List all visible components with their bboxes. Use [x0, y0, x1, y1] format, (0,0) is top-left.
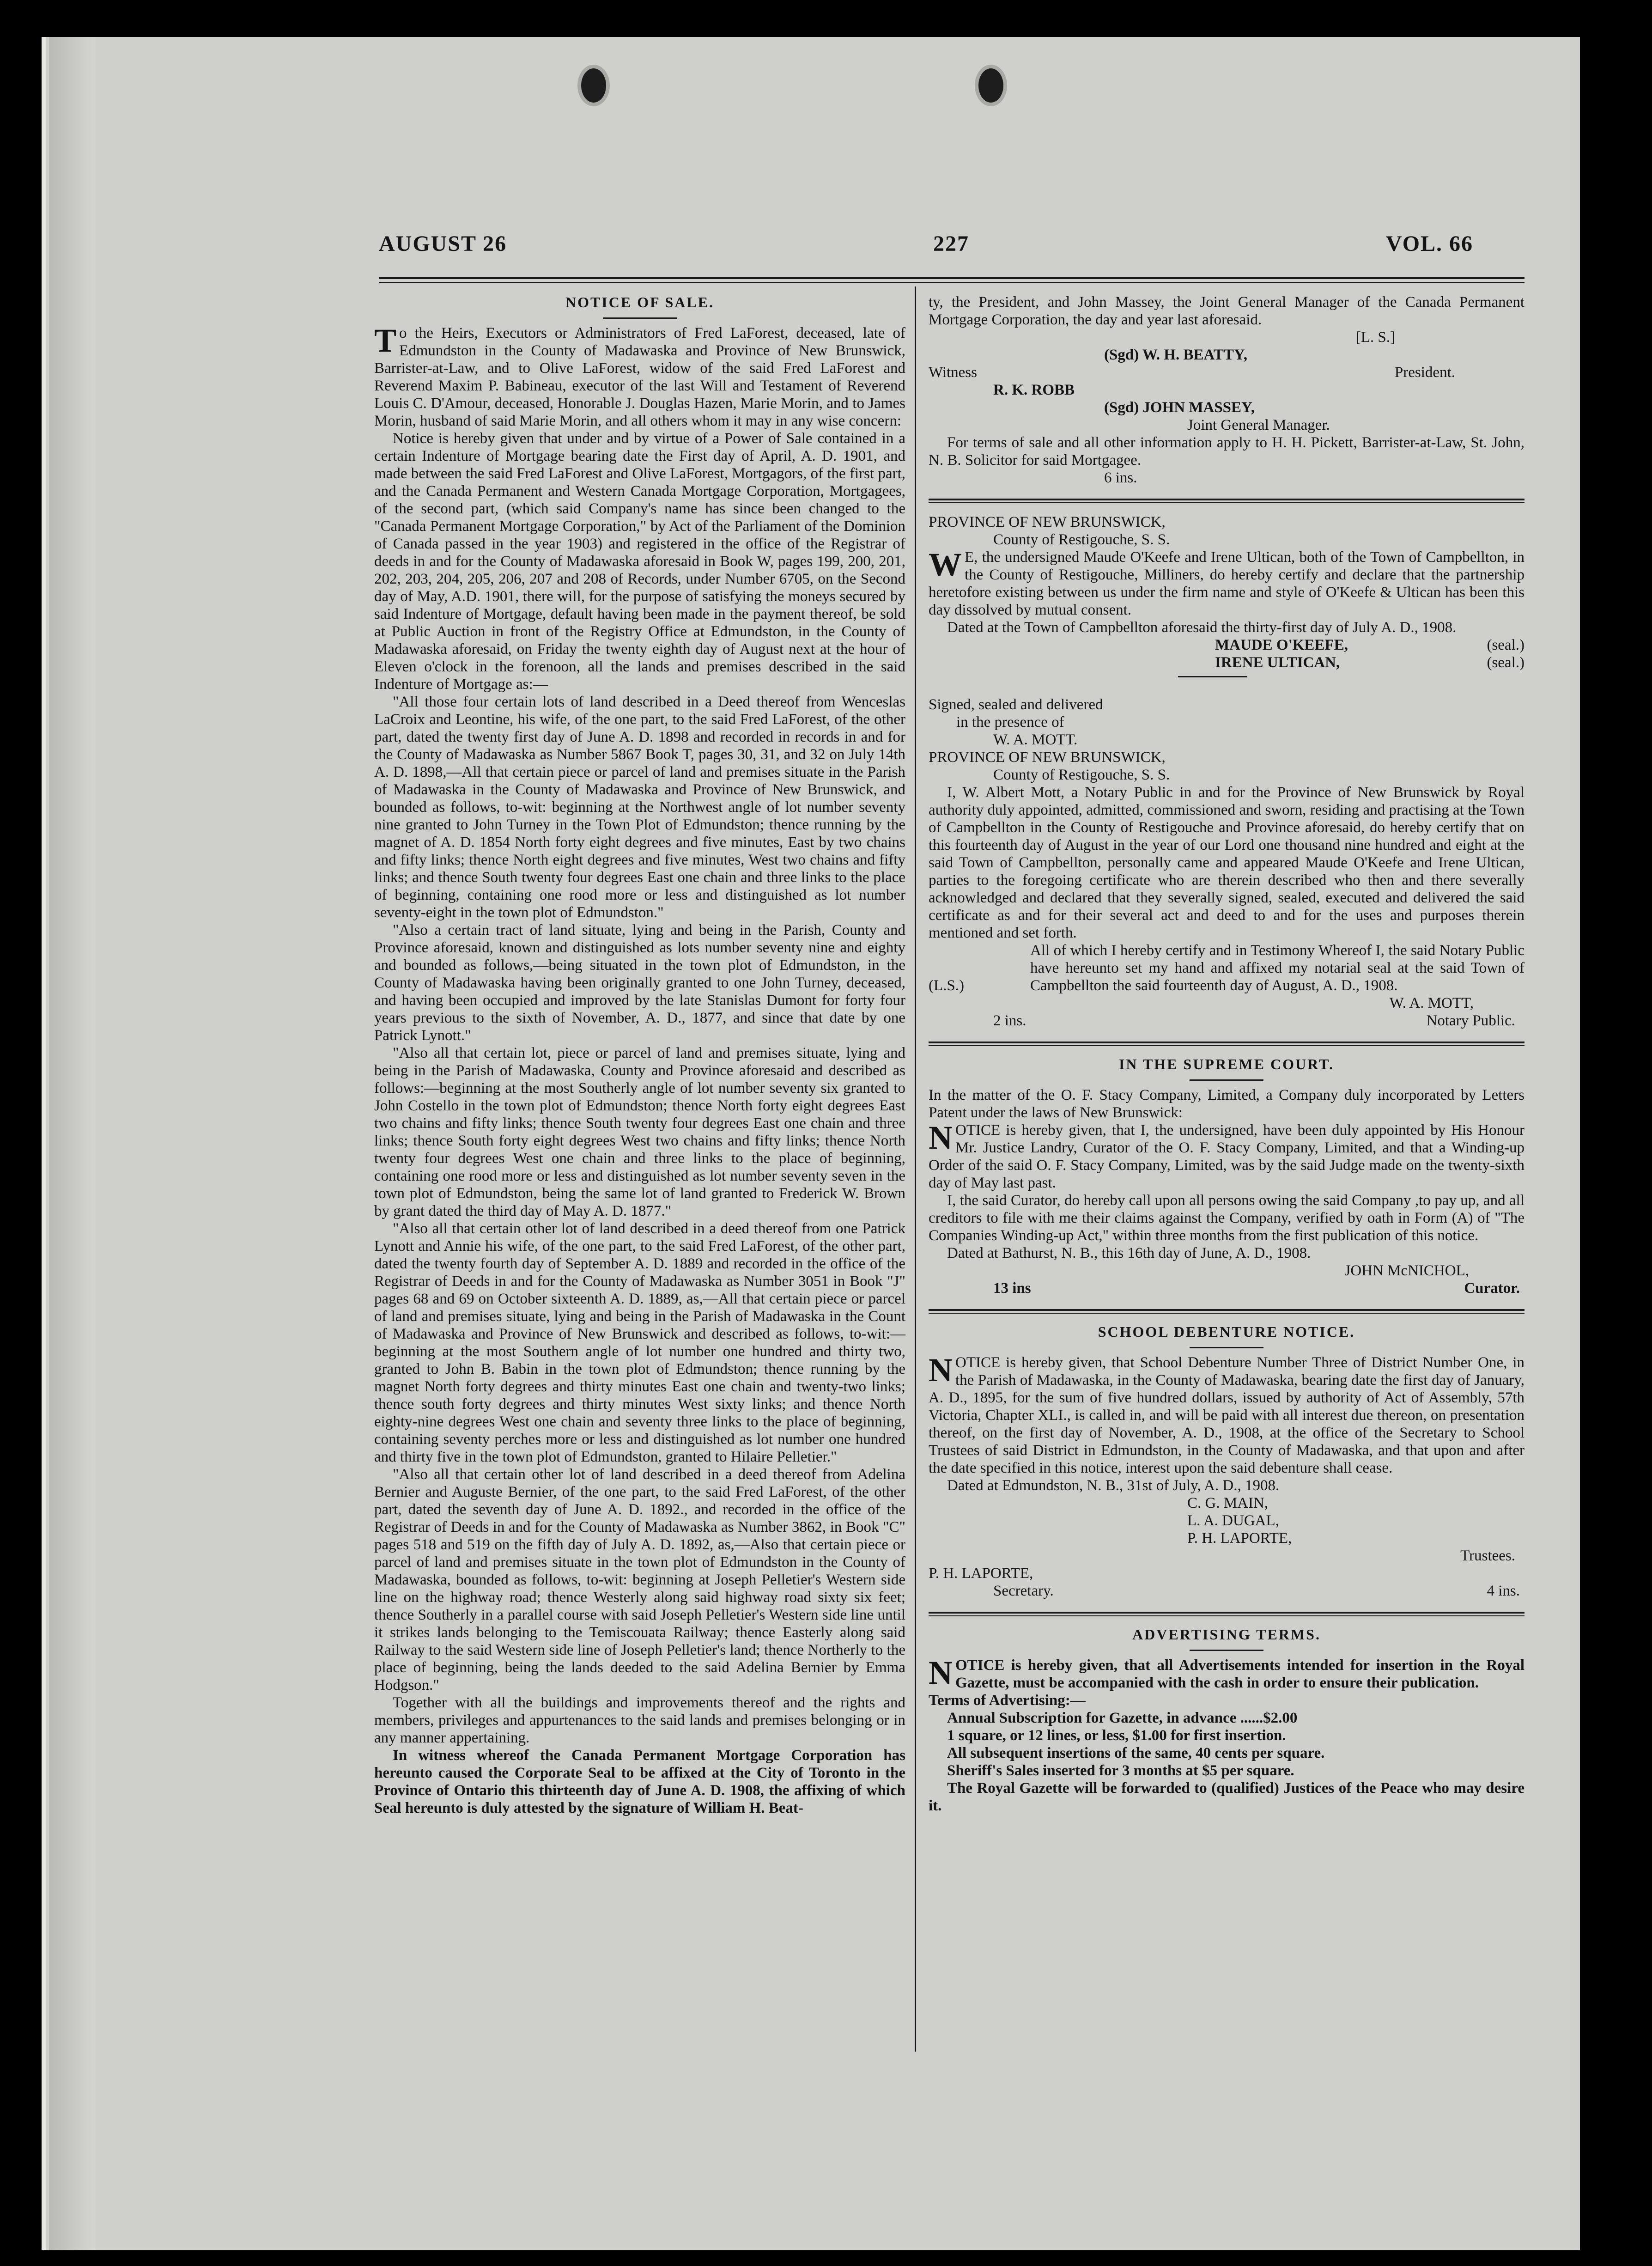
signature: MAUDE O'KEEFE, [1215, 637, 1348, 653]
dropcap: N [929, 1654, 953, 1691]
notice-paragraph: "Also all that certain other lot of land described in a deed thereof from one Patrick Lynott and Annie his wife, of the one part, to the said Fred LaForest, of the other part, dated the twenty fourth day of September A. D. 1889 and recorded in the office of the Registrar of Deeds in and for the County of Madawaska as Number 3051 in Book "J" pages 68 and 69 on October sixteenth A. D. 1889, as,—All that certain piece or parcel of land and premises situate, lying and being in the Parish of Madawaska in the Count of Madawaska and Province of New Brunswick and described as follows, to-wit:—beginning at the most Southern angle of lot number one hundred and thirty two, granted to John B. Babin in the town plot of Edmundston; thence running by the magnet North forty degrees and thirty minutes East one chain and twenty-two links; thence south forty degrees and thirty minutes West sixty links; and thence North eighty-nine degrees West one chain and seventy three links to the place of beginning, containing seventy perches more or less and distinguished as lot number one hundred and thirty five in the town plot of Edmundston, granted to Hilaire Pelletier." [374, 1220, 905, 1465]
page-edge [49, 37, 95, 2250]
section-rule [929, 1615, 1524, 1616]
header-rule [379, 277, 1524, 279]
signature-role: Notary Public. [1426, 1012, 1515, 1029]
partnership-body: E, the undersigned Maude O'Keefe and Irene Ultican, both of the Town of Campbellton, in the County of Restigouche, Milliners, do hereby certify and declare that the partnership heretofore existing between us under the firm name and style of O'Keefe & Ultican has been this day dissolved by mutual consent. [929, 549, 1524, 618]
court-body: I, the said Curator, do hereby call upon all persons owing the said Company ,to pay up, and all creditors to file with me their claims against the Company, verified by oath in Form (A) of "The Companies Winding-up Act," within three months from the first publication of this notice. [929, 1192, 1524, 1244]
trustees-role: Trustees. [1460, 1547, 1515, 1564]
page-number: 227 [933, 231, 969, 256]
school-dated: Dated at Edmundston, N. B., 31st of July, A. D., 1908. [947, 1477, 1280, 1494]
title-rule [1190, 1347, 1263, 1348]
advertising-body: OTICE is hereby given, that all Advertisements intended for insertion in the Royal Gazette, must be accompanied with the cash in order to ensure their publication. [955, 1657, 1524, 1691]
left-column [374, 293, 905, 1817]
terms-label: Terms of Advertising:— [929, 1692, 1086, 1709]
insertions: 2 ins. [993, 1012, 1026, 1029]
title-rule [603, 317, 677, 319]
signature-role: President. [1394, 364, 1455, 381]
section-rule [929, 1313, 1524, 1314]
terms-item: The Royal Gazette will be forwarded to (qualified) Justices of the Peace who may desire it. [929, 1780, 1524, 1814]
partnership-dated: Dated at the Town of Campbellton aforesaid the thirty-first day of July A. D., 1908. [947, 619, 1457, 636]
section-rule [929, 499, 1524, 500]
seal-mark: [L. S.] [1355, 329, 1395, 346]
court-body: OTICE is hereby given, that I, the undersigned, have been duly appointed by His Honour Mr. Justice Landry, Curator of the O. F. Stacy Company, Limited, and that a Winding-up Order of the said O. F. Stacy Company, Limited, was by the said Judge made on the twenty-sixth day of May last past. [929, 1122, 1524, 1191]
signature: JOHN McNICHOL, [1344, 1262, 1469, 1279]
trustee-name: C. G. MAIN, [1187, 1495, 1269, 1511]
signature: IRENE ULTICAN, [1215, 654, 1340, 671]
title-rule [1190, 1079, 1263, 1081]
signed-line: Signed, sealed and delivered [929, 696, 1103, 713]
signature: (Sgd) JOHN MASSEY, [1104, 399, 1255, 416]
signature: W. A. MOTT, [1389, 995, 1474, 1011]
signature-role: Joint General Manager. [1187, 417, 1330, 433]
terms-item: 1 square, or 12 lines, or less, $1.00 for first insertion. [947, 1727, 1286, 1744]
insertions: 13 ins [993, 1280, 1031, 1297]
notice-of-sale-title: NOTICE OF SALE. [565, 294, 715, 311]
seal-mark: (seal.) [1487, 637, 1524, 653]
witness-name: R. K. ROBB [993, 382, 1075, 398]
title-rule [1190, 1650, 1263, 1651]
ls-mark: (L.S.) [929, 977, 964, 994]
province-heading: PROVINCE OF NEW BRUNSWICK, [929, 514, 1166, 530]
secretary-name: P. H. LAPORTE, [929, 1565, 1033, 1582]
witness-name: W. A. MOTT. [993, 731, 1078, 748]
short-rule [1178, 676, 1247, 677]
dropcap: N [929, 1352, 953, 1389]
terms-item: Sheriff's Sales inserted for 3 months at $5 per square. [947, 1762, 1294, 1779]
dropcap: T [374, 322, 397, 359]
trustee-name: P. H. LAPORTE, [1187, 1530, 1292, 1547]
insertions: 6 ins. [1104, 469, 1137, 486]
advertising-title: ADVERTISING TERMS. [1132, 1626, 1321, 1643]
notary-body: I, W. Albert Mott, a Notary Public in and for the Province of New Brunswick by Royal authority duly appointed, admitted, commissioned and sworn, residing and practising at the Town of Campbellton in the County of Restigouche and Province aforesaid, do hereby certify that on this fourteenth day of August in the year of our Lord one thousand nine hundred and eight at the said Town of Campbellton, personally came and appeared Maude O'Keefe and Irene Ultican, parties to the foregoing certificate who are therein described who then and there severally acknowledged and declared that they severally signed, sealed, executed and delivered the said certificate as and for their several act and deed to and for the uses and purposes therein mentioned and set forth. [929, 784, 1524, 941]
notary-testimony: All of which I hereby certify and in Testimony Whereof I, the said Notary Public have hereunto set my hand and affixed my notarial seal at the said Town of Campbellton the said fourteenth day of August, A. D., 1908. [1030, 942, 1524, 994]
header-rule [379, 282, 1524, 283]
insertions: 4 ins. [1487, 1583, 1520, 1599]
notice-paragraph: Notice is hereby given that under and by virtue of a Power of Sale contained in a certain Indenture of Mortgage bearing date the First day of April, A. D. 1901, and made between the said Fred LaForest and Olive LaForest, Mortgagors, of the first part, and the Canada Permanent and Western Canada Mortgage Corporation, Mortgagees, of the second part, (which said Company's name has since been changed to the "Canada Permanent Mortgage Corporation," by Act of the Parliament of the Dominion of Canada passed in the year 1903) and registered in the office of the Registrar of deeds in and for the County of Madawaska aforesaid in Book W, pages 199, 200, 201, 202, 203, 204, 205, 206, 207 and 208 of Records, under Number 6705, on the Second day of May, A.D. 1901, there will, for the purpose of satisfying the moneys secured by said Indenture of Mortgage, default having been made in the payment thereof, be sold at Public Auction in front of the Registry Office at Edmundston, in the County of Madawaska aforesaid, on Friday the twenty eighth day of August next at the hour of Eleven o'clock in the forenoon, all the lands and premises described in the said Indenture of Mortgage as:— [374, 430, 905, 693]
binding-hole [975, 65, 1007, 106]
right-column [929, 293, 1524, 1815]
court-dated: Dated at Bathurst, N. B., this 16th day of June, A. D., 1908. [947, 1245, 1311, 1261]
header-date: AUGUST 26 [379, 231, 507, 256]
court-matter: In the matter of the O. F. Stacy Company, Limited, a Company duly incorporated by Letters Patent under the laws of New Brunswick: [929, 1087, 1524, 1121]
notice-paragraph: "Also a certain tract of land situate, lying and being in the Parish, County and Province aforesaid, known and distinguished as lots number seventy nine and eighty and bounded as follows,—being situated in the town plot of Edmundston, in the County of Madawaska having been originally granted to one John Turney, deceased, and having been occupied and improved by the late Stanislas Dumont for forty four years previous to the sixth of November, A. D., 1877, and since that date by one Patrick Lynott." [374, 922, 905, 1044]
notice-paragraph: o the Heirs, Executors or Administrators of Fred LaForest, deceased, late of Edmundston in the County of Madawaska and Province of New Brunswick, Barrister-at-Law, and to Olive LaForest, widow of the said Fred LaForest and Reverend Maxim P. Babineau, executor of the last Will and Testament of Reverend Louis C. D'Amour, deceased, Honorable J. Douglas Hazen, Marie Morin, and to James Morin, husband of said Marie Morin, and all others whom it may in any wise concern: [374, 325, 905, 429]
terms-item: Annual Subscription for Gazette, in advance ......$2.00 [947, 1710, 1298, 1726]
signature: (Sgd) W. H. BEATTY, [1104, 347, 1247, 363]
section-rule [929, 1045, 1524, 1046]
page-sheet [42, 37, 1580, 2250]
county-heading: County of Restigouche, S. S. [993, 531, 1170, 548]
school-body: OTICE is hereby given, that School Debenture Number Three of District Number One, in the Parish of Madawaska, in the County of Madawaska, bearing date the first day of January, A. D., 1895, for the sum of five hundred dollars, issued by authority of Act of Assembly, 57th Victoria, Chapter XLI., is called in, and will be paid with all interest due thereon, on presentation thereof, on the first day of November, A. D., 1908, at the office of the Secretary to School Trustees of said District in Edmundston, in the County of Madawaska, and that upon and after the date specified in this notice, interest upon the said debenture shall cease. [929, 1354, 1524, 1476]
dropcap: W [929, 546, 962, 583]
column-divider [915, 286, 916, 2052]
notice-paragraph: "All those four certain lots of land described in a Deed thereof from Wenceslas LaCroix and Leontine, his wife, of the one part, to the said Fred LaForest, of the other part, dated the twenty first day of June A. D. 1898 and recorded in records in and for the County of Madawaska as Number 5867 Book T, pages 30, 31, and 32 on July 14th A. D. 1898,—All that certain piece or parcel of land and premises situate in the Parish of Madawaska in the County of Madawaska and Province of New Brunswick, and bounded as follows, to-wit: beginning at the Northwest angle of lot number seventy nine granted to John Turney in the Town Plot of Edmundston; thence running by the magnet of A. D. 1854 North forty eight degrees and five minutes, East by two chains and fifty links; thence North eight degrees and five minutes, West two chains and fifty links; and thence South twenty four degrees East one chain and three links to the place of beginning, containing one rood more or less and distinguished as lot number seventy-eight in the town plot of Edmundston." [374, 694, 905, 921]
province-heading: PROVINCE OF NEW BRUNSWICK, [929, 749, 1166, 766]
section-rule [929, 502, 1524, 503]
dropcap: N [929, 1119, 953, 1156]
notice-paragraph: "Also all that certain other lot of land described in a deed thereof from Adelina Bernier and Auguste Bernier, of the one part, to the said Fred LaForest, of the other part, dated the seventh day of June A. D. 1892., and recorded in the office of the Registrar of Deeds in and for the County of Madawaska as Number 3862, in Book "C" pages 518 and 519 on the fifth day of July A. D. 1892, as,—Also that certain piece or parcel of land and premises situate in the town plot of Edmundston in the County of Madawaska, bounded as follows, to-wit: beginning at Joseph Pelletier's Western side line on the highway road; thence Westerly along said highway road sixty six feet; thence Southerly in a parallel course with said Joseph Pelletier's Western side line until it strikes lands belonging to the Temiscouata Railway; thence Easterly along said Railway to the said Western side line of Joseph Pelletier's land; thence Northerly to the place of beginning, being the lands deeded to the said Adelina Bernier by Emma Hodgson." [374, 1466, 905, 1693]
trustee-name: L. A. DUGAL, [1187, 1512, 1279, 1529]
county-heading: County of Restigouche, S. S. [993, 767, 1170, 783]
signature-role: Curator. [1464, 1280, 1520, 1297]
binding-hole [577, 65, 610, 106]
notice-paragraph: Together with all the buildings and improvements thereof and the rights and members, privileges and appurtenances to the said lands and premises belonging or in any manner appertaining. [374, 1694, 905, 1746]
section-rule [929, 1309, 1524, 1311]
school-title: SCHOOL DEBENTURE NOTICE. [1098, 1323, 1355, 1340]
supreme-court-title: IN THE SUPREME COURT. [1118, 1056, 1335, 1072]
notice-continued: ty, the President, and John Massey, the Joint General Manager of the Canada Permanent Mortgage Corporation, the day and year last aforesaid. [929, 294, 1524, 328]
notice-paragraph: In witness whereof the Canada Permanent Mortgage Corporation has hereunto caused the Corporate Seal to be affixed at the City of Toronto in the Province of Ontario this thirteenth day of June A. D. 1908, the affixing of which Seal hereunto is duly attested by the signature of William H. Beat- [374, 1747, 905, 1816]
signed-line: in the presence of [956, 714, 1064, 731]
notice-paragraph: "Also all that certain lot, piece or parcel of land and premises situate, lying and being in the Parish of Madawaska, County and Province aforesaid and described as follows:—beginning at the most Southerly angle of lot number seventy six granted to John Costello in the town plot of Edmundston; thence North forty eight degrees East two chains and fifty links; thence South twenty four degrees East one chain and three links; thence South forty eight degrees West two chains and fifty links; thence North twenty four degrees West one chain and three links to the place of beginning, containing one rood more or less and distinguished as lot number seventy seven in the town plot of Edmundston, being the same lot of land granted to Frederick W. Brown by grant dated the third day of May A. D. 1877." [374, 1045, 905, 1219]
terms-item: All subsequent insertions of the same, 40 cents per square. [947, 1745, 1325, 1761]
section-rule [929, 1612, 1524, 1614]
section-rule [929, 1042, 1524, 1043]
volume-number: VOL. 66 [1386, 231, 1474, 256]
witness-label: Witness [929, 364, 977, 381]
terms-paragraph: For terms of sale and all other information apply to H. H. Pickett, Barrister-at-Law, St. John, N. B. Solicitor for said Mortgagee. [929, 434, 1524, 469]
seal-mark: (seal.) [1487, 654, 1524, 671]
secretary-role: Secretary. [993, 1583, 1054, 1599]
